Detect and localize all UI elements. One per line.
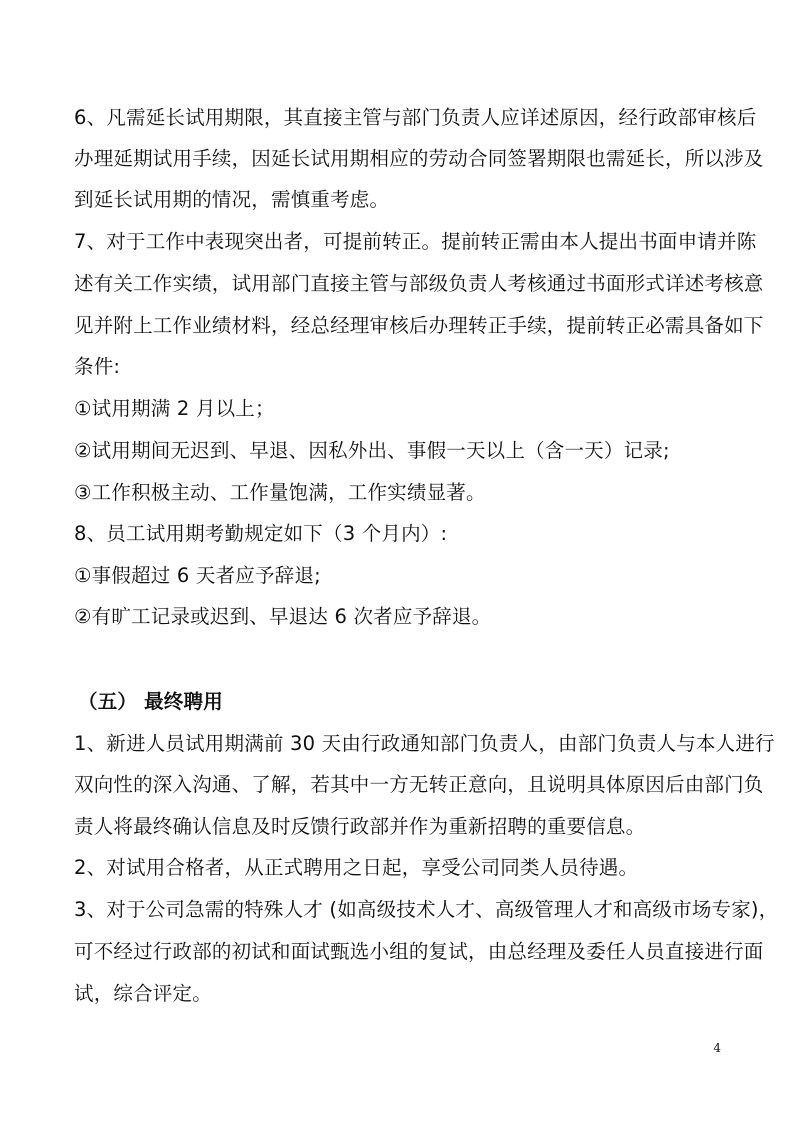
paragraph-line: 条件: — [74, 355, 121, 378]
paragraph-line: 2、对试用合格者，从正式聘用之日起，享受公司同类人员待遇。 — [74, 856, 639, 879]
paragraph-line: 办理延期试用手续，因延长试用期相应的劳动合同签署期限也需延长，所以涉及 — [74, 147, 764, 170]
list-item: ②有旷工记录或迟到、早退达 6 次者应予辞退。 — [74, 605, 492, 628]
paragraph-line: 7、对于工作中表现突出者，可提前转正。提前转正需由本人提出书面申请并陈 — [74, 230, 757, 253]
paragraph-line: 3、对于公司急需的特殊人才 (如高级技术人才、高级管理人才和高级市场专家)， — [74, 898, 779, 921]
section-heading: （五） 最终聘用 — [78, 690, 223, 713]
paragraph-line: 8、员工试用期考勤规定如下（3 个月内）: — [74, 522, 448, 545]
paragraph-line: 到延长试用期的情况，需慎重考虑。 — [74, 188, 390, 211]
list-item: ①试用期满 2 月以上； — [74, 397, 275, 420]
paragraph-line: 6、凡需延长试用期限，其直接主管与部门负责人应详述原因，经行政部审核后 — [74, 106, 757, 129]
paragraph-line: 可不经过行政部的初试和面试甄选小组的复试，由总经理及委任人员直接进行面 — [74, 940, 764, 963]
paragraph-line: 述有关工作实绩，试用部门直接主管与部级负责人考核通过书面形式详述考核意 — [74, 272, 764, 295]
paragraph-line: 试，综合评定。 — [74, 982, 212, 1005]
list-item: ③工作积极主动、工作量饱满，工作实绩显著。 — [74, 481, 486, 504]
page-number: 4 — [713, 1041, 721, 1055]
paragraph-line: 责人将最终确认信息及时反馈行政部并作为重新招聘的重要信息。 — [74, 815, 646, 838]
paragraph-line: 见并附上工作业绩材料，经总经理审核后办理转正手续，提前转正必需具备如下 — [74, 314, 764, 337]
list-item: ②试用期间无迟到、早退、因私外出、事假一天以上（含一天）记录; — [74, 439, 670, 462]
list-item: ①事假超过 6 天者应予辞退; — [74, 564, 321, 587]
paragraph-line: 1、新进人员试用期满前 30 天由行政通知部门负责人，由部门负责人与本人进行 — [74, 732, 775, 755]
paragraph-line: 双向性的深入沟通、了解，若其中一方无转正意向，且说明具体原因后由部门负 — [74, 773, 764, 796]
